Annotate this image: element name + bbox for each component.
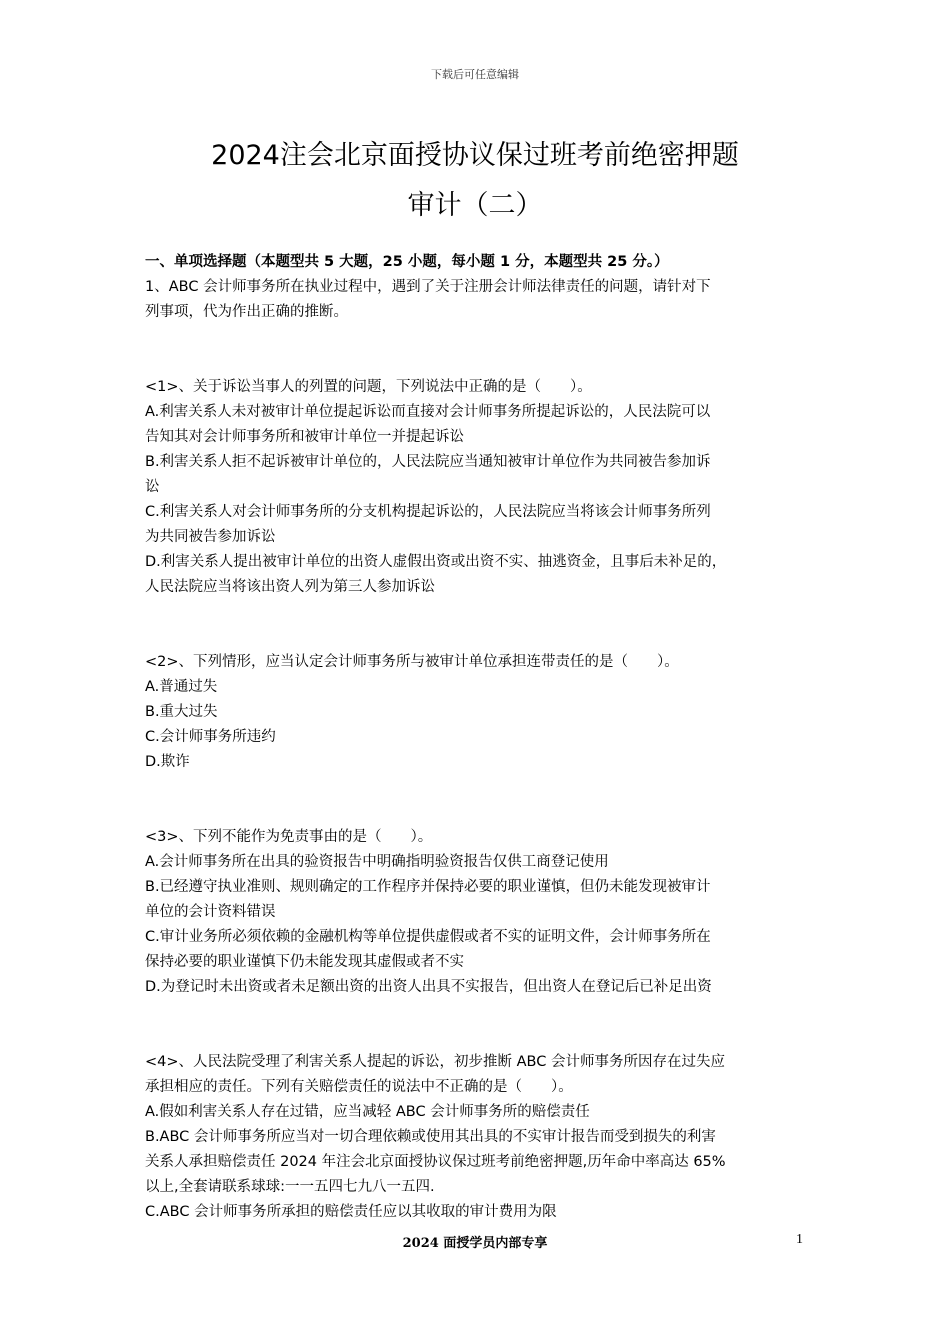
intro-line: 1、ABC 会计师事务所在执业过程中，遇到了关于注册会计师法律责任的问题，请针对下: [145, 279, 711, 295]
spacer: [145, 325, 810, 375]
intro-line: 列事项，代为作出正确的推断。: [145, 304, 348, 320]
question-stem: <3>、下列不能作为免责事由的是（ ）。: [145, 829, 433, 845]
section-heading: 一、单项选择题（本题型共 5 大题，25 小题，每小题 1 分，本题型共 25 分。）: [145, 254, 669, 270]
question-option: 保持必要的职业谨慎下仍未能发现其虚假或者不实: [145, 954, 464, 970]
question-option: 以上,全套请联系球球:一一五四七九八一五四.: [145, 1179, 435, 1195]
question-option: A.会计师事务所在出具的验资报告中明确指明验资报告仅供工商登记使用: [145, 854, 609, 870]
question-option: 人民法院应当将该出资人列为第三人参加诉讼: [145, 579, 435, 595]
question-option: D.为登记时未出资或者未足额出资的出资人出具不实报告，但出资人在登记后已补足出资: [145, 979, 712, 995]
question-stem: <4>、人民法院受理了利害关系人提起的诉讼，初步推断 ABC 会计师事务所因存在过失应: [145, 1054, 725, 1070]
question-option: 为共同被告参加诉讼: [145, 529, 276, 545]
question-option: B.ABC 会计师事务所应当对一切合理依赖或使用其出具的不实审计报告而受到损失的利害: [145, 1129, 716, 1145]
page-number: 1: [796, 1232, 803, 1247]
spacer: [145, 600, 810, 650]
question-option: B.已经遵守执业准则、规则确定的工作程序并保持必要的职业谨慎，但仍未能发现被审计: [145, 879, 711, 895]
question-option: C.会计师事务所违约: [145, 729, 276, 745]
footer-label: 2024 面授学员内部专享: [402, 1236, 548, 1251]
question-stem: <2>、下列情形，应当认定会计师事务所与被审计单位承担连带责任的是（ ）。: [145, 654, 679, 670]
question-option: C.ABC 会计师事务所承担的赔偿责任应以其收取的审计费用为限: [145, 1204, 557, 1220]
question-4: [145, 1050, 810, 1225]
question-2: [145, 650, 810, 775]
question-option: B.利害关系人拒不起诉被审计单位的，人民法院应当通知被审计单位作为共同被告参加诉: [145, 454, 711, 470]
question-option: B.重大过失: [145, 704, 218, 720]
document-subtitle: 审计（二）: [407, 190, 543, 221]
document-title: 2024注会北京面授协议保过班考前绝密押题: [211, 140, 739, 171]
question-option: D.利害关系人提出被审计单位的出资人虚假出资或出资不实、抽逃资金，且事后未补足的，: [145, 554, 727, 570]
spacer: [145, 775, 810, 825]
question-option: D.欺诈: [145, 754, 190, 770]
question-option: 关系人承担赔偿责任 2024 年注会北京面授协议保过班考前绝密押题,历年命中率高达 65%: [145, 1154, 726, 1170]
question-option: A.假如利害关系人存在过错，应当减轻 ABC 会计师事务所的赔偿责任: [145, 1104, 590, 1120]
header-note: 下载后可任意编辑: [431, 68, 519, 81]
question-3: [145, 825, 810, 1000]
question-option: A.利害关系人未对被审计单位提起诉讼而直接对会计师事务所提起诉讼的，人民法院可以: [145, 404, 711, 420]
question-option: 单位的会计资料错误: [145, 904, 276, 920]
question-option: C.利害关系人对会计师事务所的分支机构提起诉讼的，人民法院应当将该会计师事务所列: [145, 504, 711, 520]
question-option: 告知其对会计师事务所和被审计单位一并提起诉讼: [145, 429, 464, 445]
question-option: A.普通过失: [145, 679, 218, 695]
document-body: [145, 250, 810, 1225]
question-option: C.审计业务所必须依赖的金融机构等单位提供虚假或者不实的证明文件，会计师事务所在: [145, 929, 711, 945]
question-1: [145, 375, 810, 600]
question-stem: <1>、关于诉讼当事人的列置的问题，下列说法中正确的是（ ）。: [145, 379, 592, 395]
spacer: [145, 1000, 810, 1050]
question-option: 讼: [145, 479, 160, 495]
question-stem: 承担相应的责任。下列有关赔偿责任的说法中不正确的是（ ）。: [145, 1079, 573, 1095]
